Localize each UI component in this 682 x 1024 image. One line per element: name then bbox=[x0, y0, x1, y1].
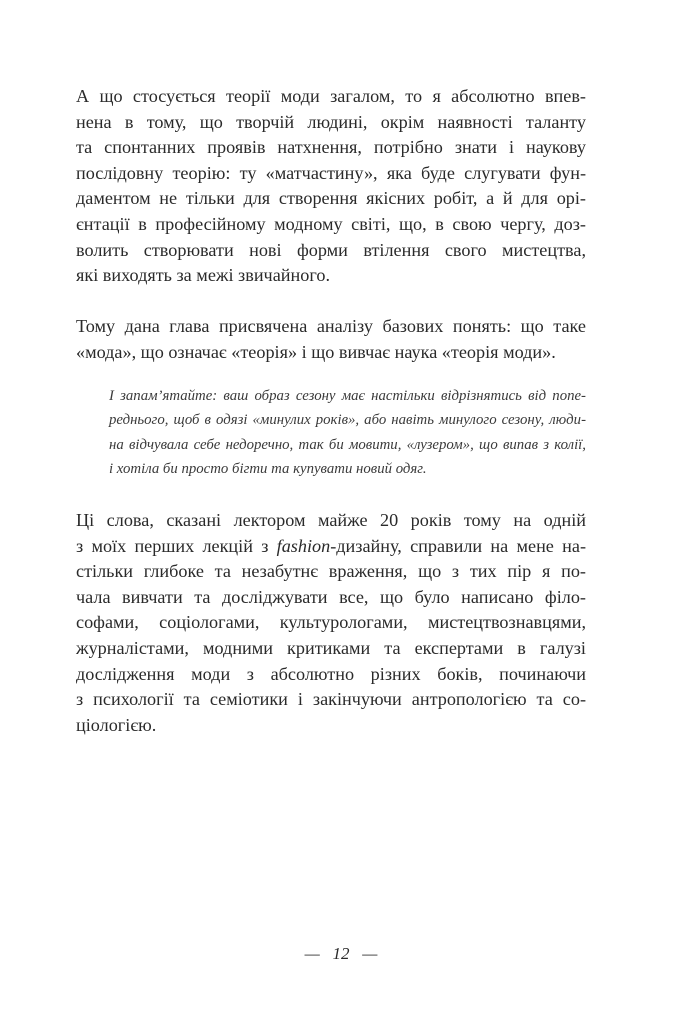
text-line: нена в тому, що творчій людині, окрім наявності таланту bbox=[76, 111, 586, 132]
text-line: «мода», що означає «теорія» і що вивчає наука «теорія моди». bbox=[76, 341, 556, 362]
text-line: з психології та семіотики і закінчуючи антропологією та со- bbox=[76, 689, 586, 710]
text-line: журналістами, модними критиками та експертами в галузі bbox=[76, 637, 586, 658]
italic-quote bbox=[109, 384, 586, 481]
text-line: Тому дана глава присвячена аналізу базових понять: що таке bbox=[76, 316, 586, 336]
italic-word-fashion: fashion bbox=[276, 535, 331, 556]
text-line: Ці слова, сказані лектором майже 20 років тому на одній bbox=[76, 510, 586, 530]
text-line: даментом не тільки для створення якісних робіт, а й для орі- bbox=[76, 188, 586, 209]
text-line: послідовну теорію: ту «матчастину», яка буде слугувати фун- bbox=[76, 162, 586, 183]
text-line: які виходять за межі звичайного. bbox=[76, 265, 330, 286]
quote-line: реднього, щоб в одязі «минулих років», або навіть минулого сезону, люди- bbox=[109, 412, 586, 429]
paragraph-theory-of-fashion bbox=[76, 84, 586, 289]
text-line: єнтації в професійному модному світі, що, в свою чергу, доз- bbox=[76, 213, 586, 234]
paragraph-chapter-purpose bbox=[76, 314, 586, 365]
paragraph-lecturer-words bbox=[76, 508, 586, 738]
quote-line: І запам’ятайте: ваш образ сезону має настільки відрізнятись від попе- bbox=[109, 388, 586, 404]
text-line-with-italic bbox=[76, 534, 586, 560]
text-line: А що стосується теорії моди загалом, то я абсолютно впев- bbox=[76, 86, 586, 106]
quote-line: на відчувала себе недоречно, так би мовити, «лузером», що випав з колії, bbox=[109, 436, 586, 453]
text-fragment: з моїх перших лекцій з bbox=[76, 535, 277, 556]
text-line: чала вивчати та досліджувати все, що було написано філо- bbox=[76, 586, 586, 607]
text-line: та спонтанних проявів натхнення, потрібно знати і наукову bbox=[76, 137, 586, 158]
text-line: дослідження моди з абсолютно різних боків, починаючи bbox=[76, 663, 586, 684]
text-fragment: -дизайну, справили на мене на- bbox=[330, 535, 586, 556]
text-line: волить створювати нові форми втілення свого мистецтва, bbox=[76, 239, 586, 260]
page-number: — 12 — bbox=[304, 944, 378, 963]
text-line: стільки глибоке та незабутнє враження, що з тих пір я по- bbox=[76, 561, 586, 582]
text-line: ціологією. bbox=[76, 714, 157, 735]
quote-line: і хотіла би просто бігти та купувати новий одяг. bbox=[109, 460, 427, 477]
text-line: софами, соціологами, культурологами, мистецтвознавцями, bbox=[76, 612, 586, 633]
